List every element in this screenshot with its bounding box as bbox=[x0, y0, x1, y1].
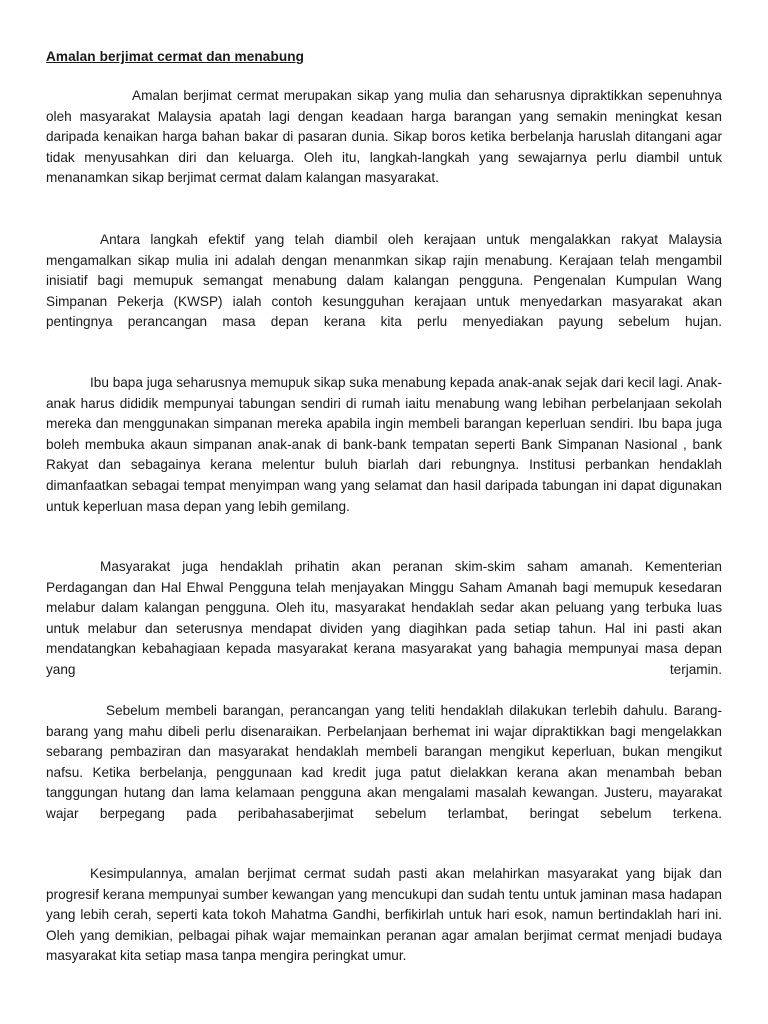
paragraph-planning: Sebelum membeli barangan, perancangan yang teliti hendaklah dilakukan terlebih dahulu. Barang-barang yang mahu dibeli perlu disenaraikan. Perbelanjaan berhemat ini wajar dipraktikkan bagi mengelakkan sebarang pembaziran dan masyarakat hendaklah membeli barangan mengikut keperluan, bukan mengikut nafsu. Ketika berbelanja, penggunaan kad kredit juga patut dielakkan kerana akan menambah beban tanggungan hutang dan lama kelamaan pengguna akan mengalami masalah kewangan. Justeru, mayarakat wajar berpegang pada peribahasaberjimat sebelum terlambat, beringat sebelum terkena. bbox=[46, 703, 722, 821]
paragraph-introduction: Amalan berjimat cermat merupakan sikap yang mulia dan seharusnya dipraktikkan sepenuhnya oleh masyarakat Malaysia apatah lagi dengan keadaan harga barangan yang semakin meningkat kesan daripada kenaikan harga bahan bakar di pasaran dunia. Sikap boros ketika berbelanja haruslah ditangani agar tidak menyusahkan diri dan keluarga. Oleh itu, langkah-langkah yang sewajarnya perlu diambil untuk menanamkan sikap berjimat cermat dalam kalangan masyarakat. bbox=[46, 88, 722, 186]
paragraph-unit-trusts: Masyarakat juga hendaklah prihatin akan peranan skim-skim saham amanah. Kementerian Perdagangan dan Hal Ehwal Pengguna telah menjayakan Minggu Saham Amanah bagi memupuk kesedaran melabur dalam kalangan pengguna. Oleh itu, masyarakat hendaklah sedar akan peluang yang terbuka luas untuk melabur dan seterusnya mendapat dividen yang diagihkan pada setiap tahun. Hal ini pasti akan mendatangkan kebahagiaan kepada masyarakat kerana masyarakat yang bahagia mempunyai masa depan yang terjamin. bbox=[46, 559, 722, 677]
paragraph-conclusion: Kesimpulannya, amalan berjimat cermat sudah pasti akan melahirkan masyarakat yang bijak dan progresif kerana mempunyai sumber kewangan yang mencukupi dan sudah tentu untuk jaminan masa hadapan yang lebih cerah, seperti kata tokoh Mahatma Gandhi, berfikirlah untuk hari esok, namun bertindaklah hari ini. Oleh yang demikian, pelbagai pihak wajar memainkan peranan agar amalan berjimat cermat menjadi budaya masyarakat kita setiap masa tanpa mengira peringkat umur. bbox=[46, 866, 722, 964]
document-title: Amalan berjimat cermat dan menabung bbox=[46, 49, 305, 64]
paragraph-parents: Ibu bapa juga seharusnya memupuk sikap suka menabung kepada anak-anak sejak dari kecil lagi. Anak-anak harus dididik mempunyai tabungan sendiri di rumah iaitu menabung wang lebihan perbelanjaan sekolah mereka dan menggunakan simpanan mereka apabila ingin membeli barangan keperluan sendiri. Ibu bapa juga boleh membuka akaun simpanan anak-anak di bank-bank tempatan seperti Bank Simpanan Nasional , bank Rakyat dan sebagainya kerana melentur buluh biarlah dari rebungnya. Institusi perbankan hendaklah dimanfaatkan sebagai tempat menyimpan wang yang selamat dan hasil daripada tabungan ini dapat digunakan untuk keperluan masa depan yang lebih gemilang. bbox=[46, 375, 722, 514]
paragraph-kwsp: Antara langkah efektif yang telah diambil oleh kerajaan untuk mengalakkan rakyat Malaysia mengamalkan sikap mulia ini adalah dengan menanmkan sikap rajin menabung. Kerajaan telah mengambil inisiatif bagi memupuk semangat menabung dalam kalangan pengguna. Pengenalan Kumpulan Wang Simpanan Pekerja (KWSP) ialah contoh kesungguhan kerajaan untuk menyedarkan masyarakat akan pentingnya perancangan masa depan kerana kita perlu menyediakan payung sebelum hujan. bbox=[46, 232, 722, 330]
